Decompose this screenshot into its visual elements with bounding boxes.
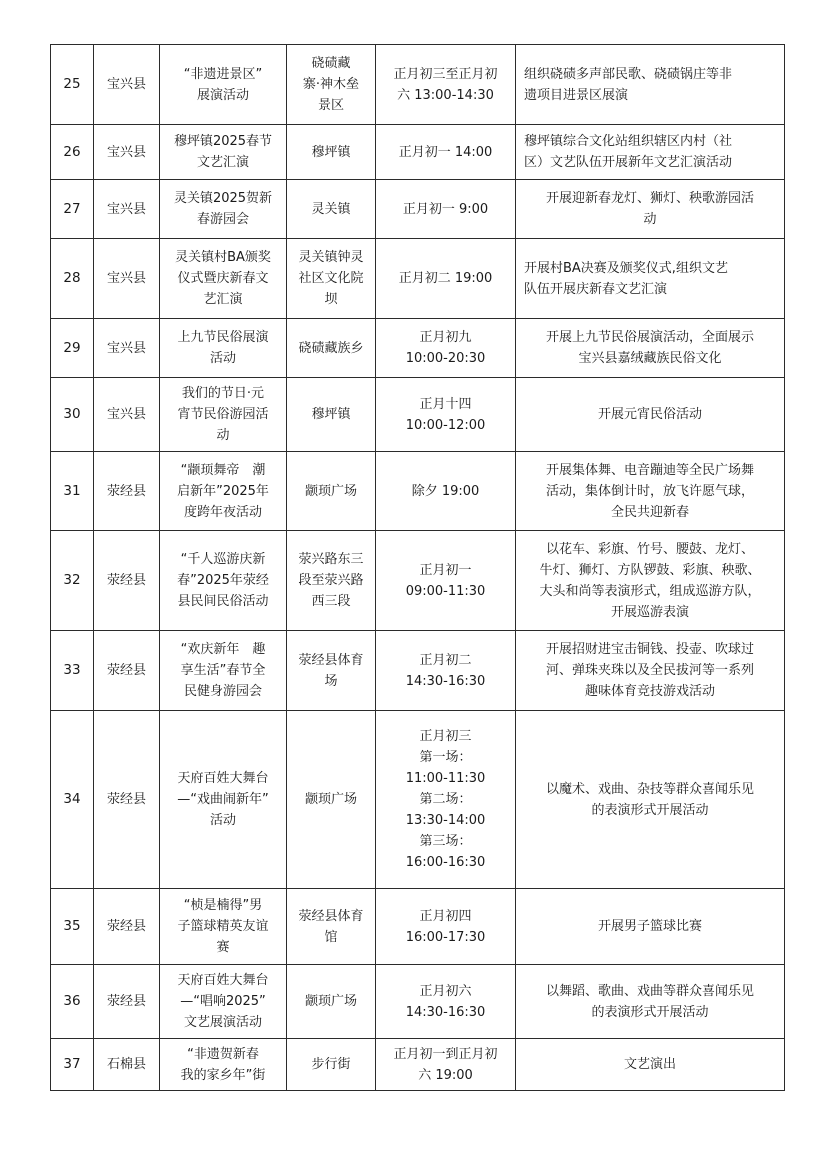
time-cell: 除夕 19:00 [376, 452, 516, 531]
description-cell: 开展男子篮球比赛 [516, 889, 785, 965]
county-cell: 荥经县 [94, 711, 160, 889]
county-cell: 宝兴县 [94, 125, 160, 180]
time-cell: 正月初三至正月初 六 13:00-14:30 [376, 45, 516, 125]
row-number: 27 [51, 180, 94, 239]
description-cell: 以花车、彩旗、竹号、腰鼓、龙灯、 牛灯、狮灯、方队锣鼓、彩旗、秧歌、 大头和尚等表演形式，组成巡游方队， 开展巡游表演 [516, 531, 785, 631]
event-name-cell: “非遗进景区” 展演活动 [160, 45, 287, 125]
event-name-cell: “千人巡游庆新 春”2025年荥经 县民间民俗活动 [160, 531, 287, 631]
county-cell: 宝兴县 [94, 319, 160, 378]
description-cell: 开展上九节民俗展演活动，全面展示 宝兴县嘉绒藏族民俗文化 [516, 319, 785, 378]
table-row [51, 378, 785, 452]
description-cell: 开展村BA决赛及颁奖仪式,组织文艺 队伍开展庆新春文艺汇演 [516, 239, 785, 319]
time-cell: 正月初一 9:00 [376, 180, 516, 239]
venue-cell: 荥兴路东三 段至荥兴路 西三段 [287, 531, 376, 631]
time-cell: 正月初六 14:30-16:30 [376, 965, 516, 1039]
events-table [50, 44, 785, 1091]
table-row [51, 319, 785, 378]
county-cell: 荥经县 [94, 965, 160, 1039]
time-cell: 正月初二 14:30-16:30 [376, 631, 516, 711]
event-name-cell: “桢是楠得”男 子篮球精英友谊 赛 [160, 889, 287, 965]
venue-cell: 荥经县体育 馆 [287, 889, 376, 965]
event-name-cell: “欢庆新年 趣 享生活”春节全 民健身游园会 [160, 631, 287, 711]
county-cell: 荥经县 [94, 531, 160, 631]
event-name-cell: “颛顼舞帝 潮 启新年”2025年 度跨年夜活动 [160, 452, 287, 531]
table-row [51, 631, 785, 711]
county-cell: 荥经县 [94, 889, 160, 965]
event-name-cell: 天府百姓大舞台 —“戏曲闹新年” 活动 [160, 711, 287, 889]
venue-cell: 颛顼广场 [287, 711, 376, 889]
table-row [51, 125, 785, 180]
county-cell: 荥经县 [94, 631, 160, 711]
row-number: 28 [51, 239, 94, 319]
county-cell: 宝兴县 [94, 45, 160, 125]
table-row [51, 239, 785, 319]
county-cell: 宝兴县 [94, 239, 160, 319]
event-name-cell: 灵关镇村BA颁奖 仪式暨庆新春文 艺汇演 [160, 239, 287, 319]
description-cell: 开展招财进宝击铜钱、投壶、吹球过 河、弹珠夹珠以及全民拔河等一系列 趣味体育竞技游戏活动 [516, 631, 785, 711]
time-cell: 正月十四 10:00-12:00 [376, 378, 516, 452]
event-name-cell: 天府百姓大舞台 —“唱响2025” 文艺展演活动 [160, 965, 287, 1039]
table-row [51, 45, 785, 125]
row-number: 32 [51, 531, 94, 631]
time-cell: 正月初四 16:00-17:30 [376, 889, 516, 965]
row-number: 34 [51, 711, 94, 889]
row-number: 37 [51, 1039, 94, 1091]
table-row [51, 452, 785, 531]
venue-cell: 荥经县体育 场 [287, 631, 376, 711]
time-cell: 正月初三 第一场： 11:00-11:30 第二场： 13:30-14:00 第三场： 16:00-16:30 [376, 711, 516, 889]
venue-cell: 硗碛藏 寨·神木垒 景区 [287, 45, 376, 125]
event-name-cell: 穆坪镇2025春节 文艺汇演 [160, 125, 287, 180]
county-cell: 宝兴县 [94, 180, 160, 239]
venue-cell: 灵关镇钟灵 社区文化院 坝 [287, 239, 376, 319]
venue-cell: 步行街 [287, 1039, 376, 1091]
description-cell: 以舞蹈、歌曲、戏曲等群众喜闻乐见 的表演形式开展活动 [516, 965, 785, 1039]
time-cell: 正月初一到正月初 六 19:00 [376, 1039, 516, 1091]
row-number: 36 [51, 965, 94, 1039]
event-name-cell: 我们的节日·元 宵节民俗游园活 动 [160, 378, 287, 452]
venue-cell: 穆坪镇 [287, 125, 376, 180]
row-number: 29 [51, 319, 94, 378]
row-number: 30 [51, 378, 94, 452]
description-cell: 以魔术、戏曲、杂技等群众喜闻乐见 的表演形式开展活动 [516, 711, 785, 889]
description-cell: 穆坪镇综合文化站组织辖区内村（社 区）文艺队伍开展新年文艺汇演活动 [516, 125, 785, 180]
time-cell: 正月初二 19:00 [376, 239, 516, 319]
description-cell: 开展迎新春龙灯、狮灯、秧歌游园活 动 [516, 180, 785, 239]
time-cell: 正月初九 10:00-20:30 [376, 319, 516, 378]
event-name-cell: “非遗贺新春 我的家乡年”街 [160, 1039, 287, 1091]
venue-cell: 灵关镇 [287, 180, 376, 239]
description-cell: 文艺演出 [516, 1039, 785, 1091]
row-number: 31 [51, 452, 94, 531]
row-number: 26 [51, 125, 94, 180]
venue-cell: 颛顼广场 [287, 965, 376, 1039]
table-row [51, 531, 785, 631]
description-cell: 开展集体舞、电音蹦迪等全民广场舞 活动，集体倒计时，放飞许愿气球， 全民共迎新春 [516, 452, 785, 531]
county-cell: 宝兴县 [94, 378, 160, 452]
event-name-cell: 上九节民俗展演 活动 [160, 319, 287, 378]
description-cell: 开展元宵民俗活动 [516, 378, 785, 452]
description-cell: 组织硗碛多声部民歌、硗碛锅庄等非 遗项目进景区展演 [516, 45, 785, 125]
time-cell: 正月初一 14:00 [376, 125, 516, 180]
row-number: 25 [51, 45, 94, 125]
event-name-cell: 灵关镇2025贺新 春游园会 [160, 180, 287, 239]
table-row [51, 889, 785, 965]
table-row [51, 180, 785, 239]
events-table-body [51, 45, 785, 1091]
table-row [51, 711, 785, 889]
row-number: 33 [51, 631, 94, 711]
county-cell: 荥经县 [94, 452, 160, 531]
venue-cell: 穆坪镇 [287, 378, 376, 452]
venue-cell: 硗碛藏族乡 [287, 319, 376, 378]
venue-cell: 颛顼广场 [287, 452, 376, 531]
row-number: 35 [51, 889, 94, 965]
table-row [51, 1039, 785, 1091]
table-row [51, 965, 785, 1039]
time-cell: 正月初一 09:00-11:30 [376, 531, 516, 631]
county-cell: 石棉县 [94, 1039, 160, 1091]
